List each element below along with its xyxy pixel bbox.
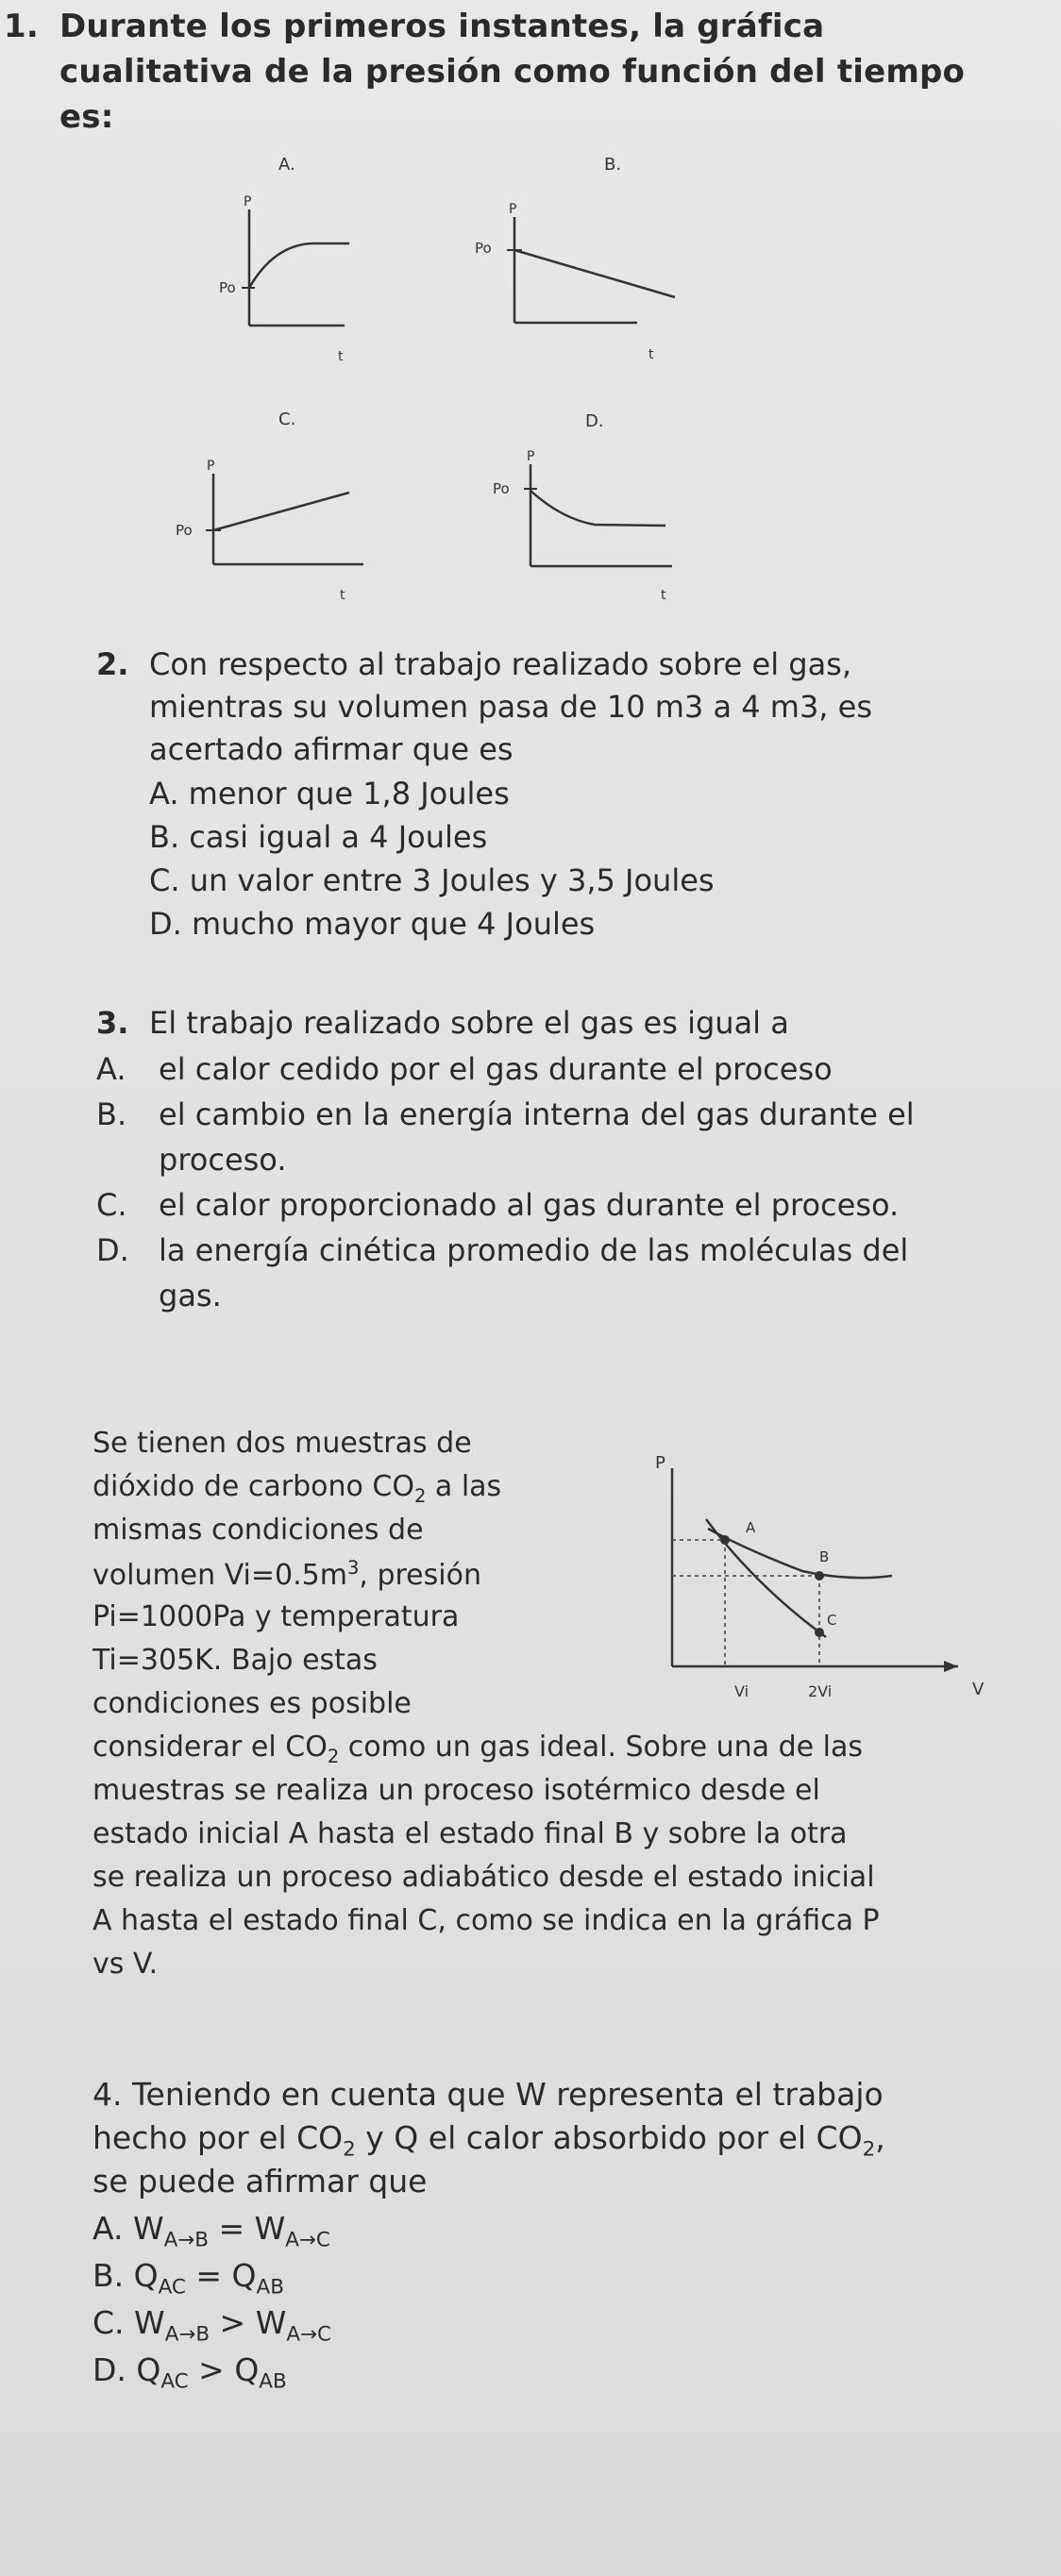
q4-option-d: D. $Q_{AC} > Q_{AB}$	[93, 2351, 287, 2394]
q3-option-d-letter: D.	[96, 1232, 129, 1268]
q1-graph-c-curve	[213, 493, 349, 530]
context-line-12: A hasta el estado final C, como se indica en la gráfica P	[93, 1904, 880, 1937]
q1-graph-d-ylabel: P	[527, 449, 535, 464]
q3-option-a-text: el calor cedido por el gas durante el proceso	[159, 1051, 833, 1087]
pv-graph-point-a	[720, 1535, 730, 1545]
q3-option-b-text-2: proceso.	[159, 1142, 287, 1178]
context-line-10: estado inicial A hasta el estado final B y sobre la otra	[93, 1817, 848, 1850]
context-line-2: dióxido de carbono $CO_2$ a las	[93, 1470, 502, 1507]
q1-graph-d-level: Po	[493, 480, 510, 497]
q1-number: 1.	[4, 8, 39, 45]
q3-option-d-text-1: la energía cinética promedio de las moléculas del	[159, 1232, 909, 1268]
q1-graph-a	[170, 142, 396, 368]
q4-option-a: A. $W_{A\to B} = W_{A\to C}$	[93, 2210, 330, 2252]
q1-graph-b	[467, 142, 694, 368]
q1-graph-d-letter: D.	[585, 411, 604, 431]
context-line-8: considerar el $CO_2$ como un gas ideal. Sobre una de las	[93, 1731, 863, 1767]
q1-graph-c-ylabel: P	[207, 459, 215, 474]
q1-graph-a-xlabel: t	[338, 349, 344, 364]
pv-graph-point-b	[815, 1571, 824, 1581]
q3-option-c-text: el calor proporcionado al gas durante el proceso.	[159, 1187, 900, 1223]
q2-option-b: B. casi igual a 4 Joules	[149, 819, 488, 855]
q3-option-b-letter: B.	[96, 1096, 127, 1132]
pv-graph-xlabel: V	[972, 1680, 985, 1699]
context-line-7: condiciones es posible	[93, 1687, 412, 1720]
pv-graph	[651, 1444, 1038, 1717]
q1-graph-d-curve	[530, 491, 665, 526]
context-line-3: mismas condiciones de	[93, 1514, 424, 1547]
q2-option-a: A. menor que 1,8 Joules	[149, 776, 510, 811]
context-line-6: Ti=305K. Bajo estas	[93, 1644, 378, 1677]
q1-graph-c-letter: C.	[278, 410, 296, 429]
pv-graph-label-b: B	[819, 1548, 830, 1565]
q1-graph-b-level: Po	[475, 240, 492, 257]
pv-graph-v1: Vi	[734, 1682, 749, 1700]
q2-number: 2.	[96, 646, 129, 682]
q1-graph-b-curve	[514, 250, 675, 297]
q1-line-2: cualitativa de la presión como función del tiempo	[59, 53, 966, 91]
context-line-4: volumen $Vi=0.5m^3$, presión	[93, 1557, 481, 1592]
q3-option-b-text-1: el cambio en la energía interna del gas durante el	[159, 1096, 915, 1132]
q2-line-2: mientras su volumen pasa de 10 m3 a 4 m3, es	[149, 689, 872, 725]
q1-graph-d	[472, 406, 699, 623]
q1-graph-a-letter: A.	[278, 155, 295, 175]
context-line-11: se realiza un proceso adiabático desde el estado inicial	[93, 1861, 875, 1894]
q3-stem: El trabajo realizado sobre el gas es igual a	[149, 1005, 789, 1041]
q1-graph-c-level: Po	[176, 522, 193, 539]
q3-option-d-text-2: gas.	[159, 1278, 222, 1313]
context-line-13: vs V.	[93, 1948, 159, 1981]
q2-line-3: acertado afirmar que es	[149, 731, 514, 767]
q1-graph-a-level: Po	[219, 279, 236, 296]
pv-graph-point-c	[815, 1628, 824, 1637]
q2-option-d: D. mucho mayor que 4 Joules	[149, 906, 596, 942]
q1-line-3: es:	[59, 98, 114, 136]
context-line-9: muestras se realiza un proceso isotérmico desde el	[93, 1774, 820, 1807]
pv-graph-label-a: A	[746, 1519, 756, 1536]
q3-option-a-letter: A.	[96, 1051, 126, 1087]
q4-option-b: B. $Q_{AC} = Q_{AB}$	[93, 2257, 284, 2300]
q2-line-1: Con respecto al trabajo realizado sobre el gas,	[149, 646, 852, 682]
context-line-1: Se tienen dos muestras de	[93, 1427, 472, 1460]
pv-graph-isotherm	[708, 1529, 892, 1578]
q1-graph-a-curve	[249, 243, 349, 288]
pv-graph-label-c: C	[827, 1612, 837, 1629]
context-line-5: Pi=1000Pa y temperatura	[93, 1600, 460, 1633]
q1-graph-b-xlabel: t	[648, 347, 654, 362]
q1-graph-a-ylabel: P	[244, 194, 252, 209]
q1-graph-b-ylabel: P	[509, 202, 517, 217]
q2-option-c: C. un valor entre 3 Joules y 3,5 Joules	[149, 862, 715, 898]
pv-graph-v2: 2Vi	[808, 1682, 833, 1700]
q1-line-1: Durante los primeros instantes, la gráfica	[59, 8, 825, 45]
q4-line-1: 4. Teniendo en cuenta que W representa el trabajo	[93, 2076, 884, 2113]
q3-number: 3.	[96, 1005, 129, 1041]
q1-graph-c-xlabel: t	[340, 588, 345, 603]
q4-line-2: hecho por el $CO_2$ y Q el calor absorbido por el $CO_2$,	[93, 2119, 885, 2162]
q1-graph-c	[160, 406, 396, 623]
q3-option-c-letter: C.	[96, 1187, 127, 1223]
q4-line-3: se puede afirmar que	[93, 2163, 428, 2200]
pv-graph-ylabel: P	[655, 1453, 665, 1473]
q1-graph-b-letter: B.	[604, 155, 622, 175]
q4-option-c: C. $W_{A\to B} > W_{A\to C}$	[93, 2304, 331, 2347]
q1-graph-d-xlabel: t	[661, 588, 666, 603]
